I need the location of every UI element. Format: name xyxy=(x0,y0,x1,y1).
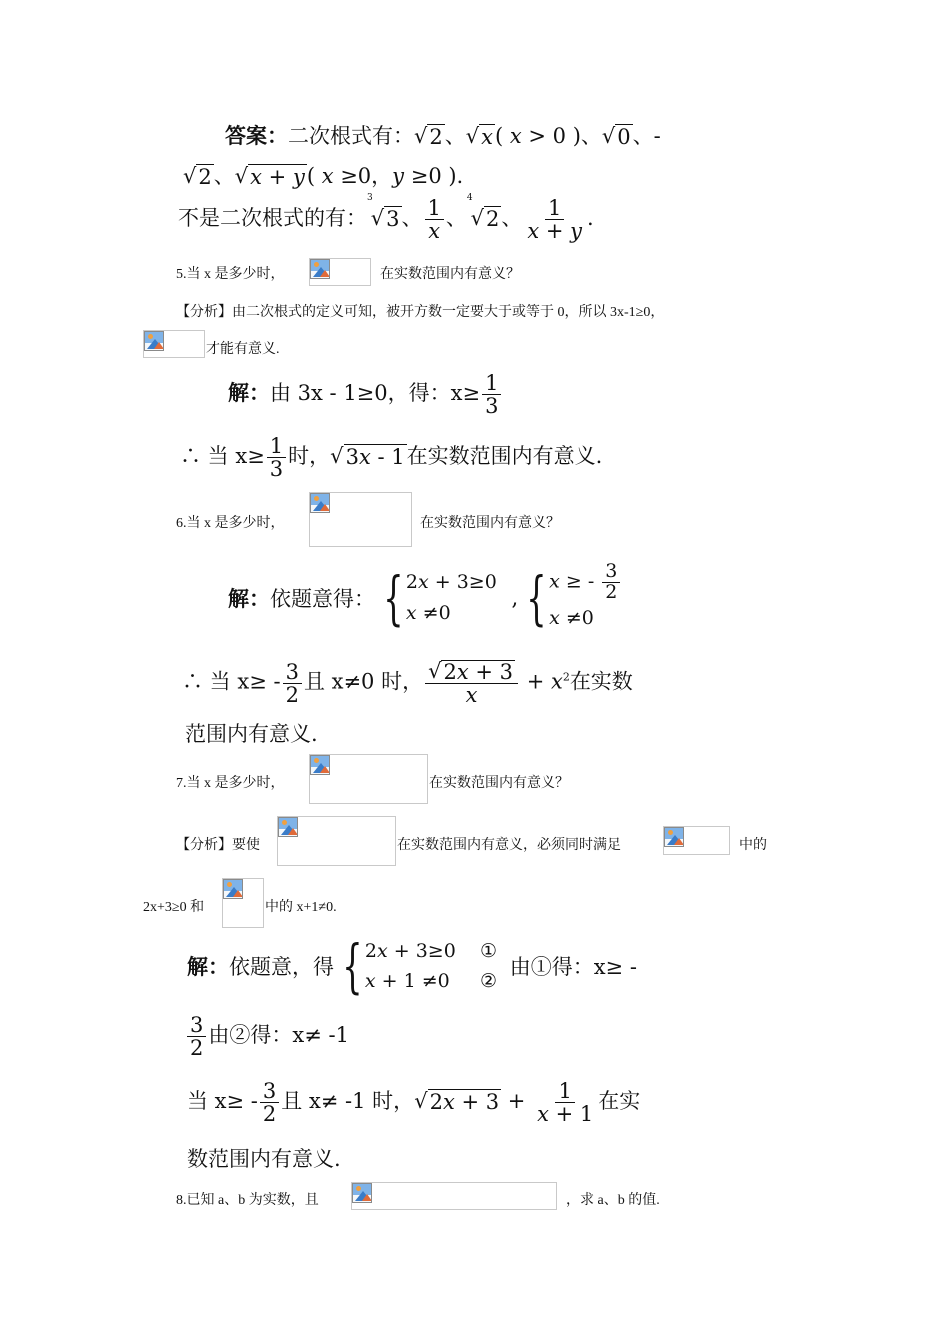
q6-conclusion: ∴ 当 x≥ - $\frac{3}{2}$ 且 x≠0 时， √ 2x + 3 x + $x^2$在实数 xyxy=(182,659,633,708)
broken-image-icon xyxy=(278,817,298,837)
q7-suffix: 在实数范围内有意义？ xyxy=(429,776,569,791)
q6-conclusion-d: 范围内有意义. xyxy=(185,722,318,746)
q5-conclusion: ∴ 当 x≥ $\frac{1}{3}$ 时， √ 3x - 1 在实数范围内有意义. xyxy=(180,434,603,482)
q7-analysis-image-1 xyxy=(277,816,396,866)
q7-analysis-d: 2x+3≥0 和 xyxy=(143,900,205,915)
q5-suffix: 在实数范围内有意义？ xyxy=(380,267,520,282)
q5-analysis-image xyxy=(143,330,205,358)
q7-conclusion-a: 当 x≥ - xyxy=(187,1089,258,1114)
broken-image-icon xyxy=(664,827,684,847)
q5-formula-image xyxy=(309,258,371,286)
q6-prefix: 6.当 x 是多少时， xyxy=(176,516,285,531)
q7-solution-line2: $\frac{3}{2}$ 由②得：x≠ -1 xyxy=(185,1014,349,1059)
broken-image-icon xyxy=(223,879,243,899)
q7-conclusion-d: 数范围内有意义. xyxy=(187,1147,341,1171)
broken-image-icon xyxy=(310,259,330,279)
q5-conclusion-b: 时， xyxy=(288,444,331,469)
answer-line-3: 不是二次根式的有：$^3$ √ 3 、 $\frac{1}{x}$ 、$^4$ √ 2 、 $\frac{1}{x + y}$ . xyxy=(178,193,594,244)
q5-analysis: 【分析】由二次根式的定义可知，被开方数一定要大于或等于 0，所以 3x-1≥0， xyxy=(176,305,665,320)
answer-line-2: √ 2 、 √ x + y ( x ≥0，y ≥0 ). xyxy=(183,164,464,189)
q5-prefix: 5.当 x 是多少时， xyxy=(176,267,285,282)
q7-analysis-a: 【分析】要使 xyxy=(176,838,260,853)
not-radical-text: 不是二次根式的有： xyxy=(178,206,367,231)
broken-image-icon xyxy=(352,1183,372,1203)
q6-suffix: 在实数范围内有意义？ xyxy=(420,516,560,531)
q7-analysis-image-2 xyxy=(663,826,730,855)
q7-analysis-e: 中的 x+1≠0. xyxy=(265,900,337,915)
q6-conclusion-b: 且 x≠0 时， xyxy=(303,669,424,694)
q7-conclusion-b: 且 x≠ -1 时， xyxy=(281,1089,415,1114)
answer-label: 答案： xyxy=(225,123,288,148)
broken-image-icon xyxy=(310,755,330,775)
broken-image-icon xyxy=(144,331,164,351)
q5-solution-text: 由 3x - 1≥0，得：x≥ xyxy=(270,381,481,406)
solution-label: 解： xyxy=(228,585,270,611)
q6-formula-image xyxy=(309,492,412,547)
q7-analysis-image-3 xyxy=(222,878,264,928)
solution-label: 解： xyxy=(187,954,229,980)
broken-image-icon xyxy=(310,493,330,513)
q7-solution: 解：依题意，得 { 2x + 3≥0 ① x + 1 ≠0 ② 由①得：x≥ - xyxy=(187,932,637,1001)
q7-prefix: 7.当 x 是多少时， xyxy=(176,776,285,791)
q8-prefix: 8.已知 a、b 为实数，且 xyxy=(176,1193,319,1208)
q5-analysis-end: 才能有意义. xyxy=(206,342,280,357)
q8-formula-image xyxy=(351,1182,557,1210)
q7-analysis-b: 在实数范围内有意义，必须同时满足 xyxy=(397,838,621,853)
q5-conclusion-a: ∴ 当 x≥ xyxy=(180,444,265,469)
q8-suffix: ，求 a、b 的值. xyxy=(566,1193,660,1208)
q7-solution-mid: 由①得：x≥ - xyxy=(509,955,637,980)
q6-conclusion-c: 在实数 xyxy=(569,669,633,694)
q7-analysis-c: 中的 xyxy=(739,838,767,853)
q6-conclusion-a: ∴ 当 x≥ - xyxy=(182,669,281,694)
q6-solution-text: 依题意得： xyxy=(270,586,375,611)
q7-solution-text: 依题意，得 xyxy=(229,955,334,980)
q7-conclusion-c: 在实 xyxy=(598,1089,641,1114)
solution-label: 解： xyxy=(228,380,270,406)
q7-conclusion: 当 x≥ - $\frac{3}{2}$ 且 x≠ -1 时， √ 2x + 3 + $\frac{1}{x + 1}$ 在实 xyxy=(187,1079,641,1127)
q5-solution: 解：由 3x - 1≥0，得：x≥ $\frac{1}{3}$ xyxy=(228,372,503,417)
q5-conclusion-c: 在实数范围内有意义. xyxy=(406,444,603,469)
answer-text: 二次根式有： xyxy=(288,124,414,148)
q7-solution-line2-text: 由②得：x≠ -1 xyxy=(208,1023,349,1048)
q6-solution: 解：依题意得： { 2x + 3≥0 x ≠0 , { x ≥ - $\frac{3}{2}$ x ≠0 xyxy=(228,562,622,633)
q7-formula-image xyxy=(309,754,428,804)
answer-line-1: 答案：二次根式有： √ 2 、 √ x ( x > 0 )、 √ 0 、- xyxy=(225,123,661,149)
